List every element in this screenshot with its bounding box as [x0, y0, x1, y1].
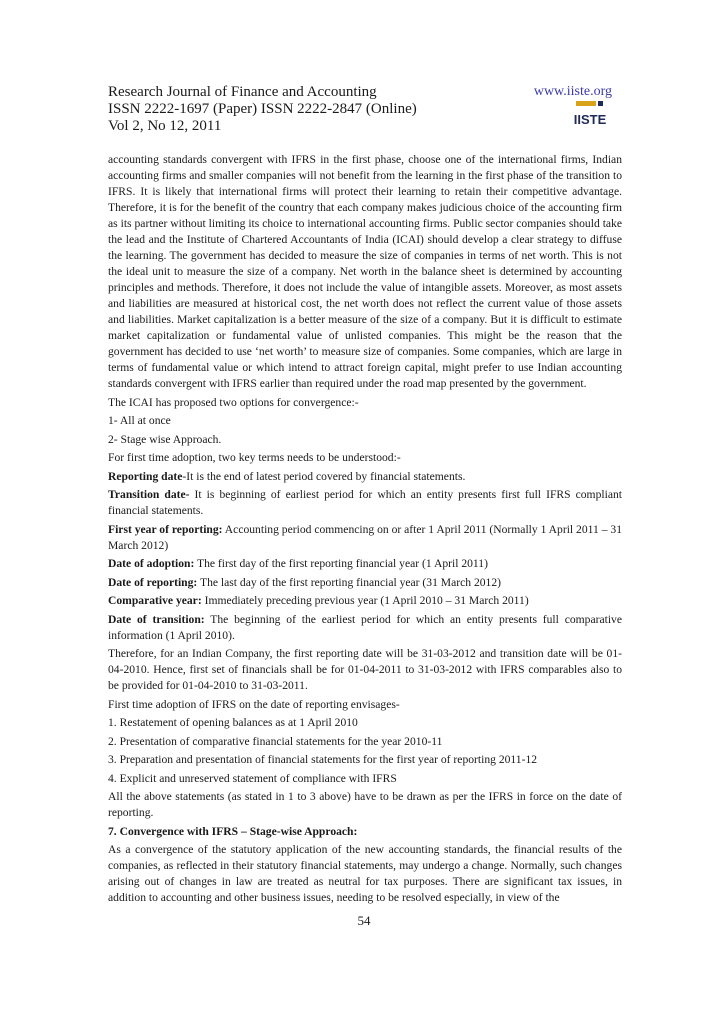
term-comparative-year: Comparative year:	[108, 594, 202, 607]
section-heading-text: 7. Convergence with IFRS – Stage-wise Approach:	[108, 824, 358, 838]
journal-title: Research Journal of Finance and Accounting	[108, 84, 377, 100]
paragraph-ifrs-in-force: All the above statements (as stated in 1 to 3 above) have to be drawn as per the IFRS in force on the date of reporting.	[108, 790, 622, 819]
definition-text: It is beginning of earliest period for which an entity presents first full IFRS compliant financial statements.	[108, 488, 622, 517]
iiste-logo	[574, 101, 606, 127]
term-date-of-adoption: Date of adoption:	[108, 557, 195, 570]
journal-issn: ISSN 2222-1697 (Paper) ISSN 2222-2847 (Online)	[108, 101, 417, 117]
definition-transition-date	[108, 487, 622, 519]
term-date-of-reporting: Date of reporting:	[108, 575, 198, 589]
definition-text: Accounting period commencing on or after 1 April 2011 (Normally 1 April 2011 – 31 March 2012)	[108, 522, 622, 552]
logo-text: IISTE	[574, 112, 606, 127]
term-date-of-transition: Date of transition:	[108, 612, 205, 626]
paragraph-accounting-firms: accounting standards convergent with IFRS in the first phase, choose one of the international firms, Indian accounting firms and smaller companies will not benefit from the learning in the first phase of the transition to IFRS. It is likely that international firms will protect their learning to retain their competitive advantage. Therefore, it is for the benefit of the country that each company makes judicious choice of the accounting firm as its partner without limiting its choice to international accounting firms. Public sector companies should take the lead and the Institute of Chartered Accountants of India (ICAI) should develop a clear strategy to diffuse the learning. The government has decided to measure the size of companies in terms of net worth. This is not the ideal unit to measure the size of a company. Net worth in the balance sheet is determined by accounting principles and methods. Therefore, it does not include the value of intangible assets. Moreover, as most assets and liabilities are measured at historical cost, the net worth does not reflect the current value of those assets and liabilities. Market capitalization is a better measure of the size of a company. But it is difficult to estimate market capitalization or fundamental value of unlisted companies. This might be the reason that the government has decided to use ‘net worth’ to measure size of companies. Some companies, which are large in terms of fundamental value or which intend to attract foreign capital, might prefer to use Indian accounting standards convergent with IFRS earlier than required under the road map presented by the government.	[108, 153, 622, 390]
term-first-year: First year of reporting:	[108, 522, 223, 536]
option-stage-wise: 2- Stage wise Approach.	[108, 432, 222, 446]
definition-date-of-reporting	[108, 575, 622, 591]
page-number: 54	[357, 913, 371, 928]
definition-text: The last day of the first reporting financial year (31 March 2012)	[197, 575, 501, 589]
paragraph-tax-issues: As a convergence of the statutory application of the new accounting standards, the financial results of the companies, as reflected in their statutory financial statements, may undergo a change. Normally, such changes arising out of changes in law are treated as neutral for tax purposes. There are significant tax issues, in addition to accounting and other business issues, needing to be resolved especially, in view of the	[108, 843, 622, 904]
paragraph-options-intro: The ICAI has proposed two options for convergence:-	[108, 395, 359, 409]
definition-text: Immediately preceding previous year (1 April 2010 – 31 March 2011)	[201, 594, 529, 607]
article-body	[108, 152, 622, 909]
list-item-compliance: 4. Explicit and unreserved statement of compliance with IFRS	[108, 771, 397, 785]
definition-text: The first day of the first reporting financial year (1 April 2011)	[194, 557, 488, 570]
definition-date-of-adoption	[108, 556, 622, 572]
definition-first-year	[108, 522, 622, 554]
journal-url[interactable]: www.iiste.org	[533, 84, 612, 99]
journal-volume: Vol 2, No 12, 2011	[108, 118, 222, 134]
option-all-at-once: 1- All at once	[108, 414, 171, 427]
definition-text: -It is the end of latest period covered by financial statements.	[182, 469, 466, 483]
definition-date-of-transition	[108, 612, 622, 644]
term-reporting-date: Reporting date	[108, 469, 183, 483]
paragraph-adoption-envisages: First time adoption of IFRS on the date of reporting envisages-	[108, 697, 400, 711]
paragraph-key-terms: For first time adoption, two key terms needs to be understood:-	[108, 451, 401, 464]
definition-text: The beginning of the earliest period for which an entity presents full comparative information (1 April 2010).	[108, 612, 622, 642]
term-transition-date: Transition date-	[108, 488, 190, 501]
list-item-comparative: 2. Presentation of comparative financial statements for the year 2010-11	[108, 734, 443, 748]
list-item-preparation: 3. Preparation and presentation of financial statements for the first year of reporting 2011-12	[108, 753, 538, 766]
section-heading	[108, 824, 622, 840]
definition-reporting-date	[108, 469, 622, 485]
definition-comparative-year	[108, 593, 622, 609]
paragraph-indian-company-dates: Therefore, for an Indian Company, the first reporting date will be 31-03-2012 and transition date will be 01-04-2010. Hence, first set of financials shall be for 01-04-2011 to 31-03-2012 with IFRS comparables also to be provided for 01-04-2010 to 31-03-2011.	[108, 647, 622, 692]
list-item-restatement: 1. Restatement of opening balances as at 1 April 2010	[108, 716, 358, 729]
journal-header	[108, 84, 628, 140]
